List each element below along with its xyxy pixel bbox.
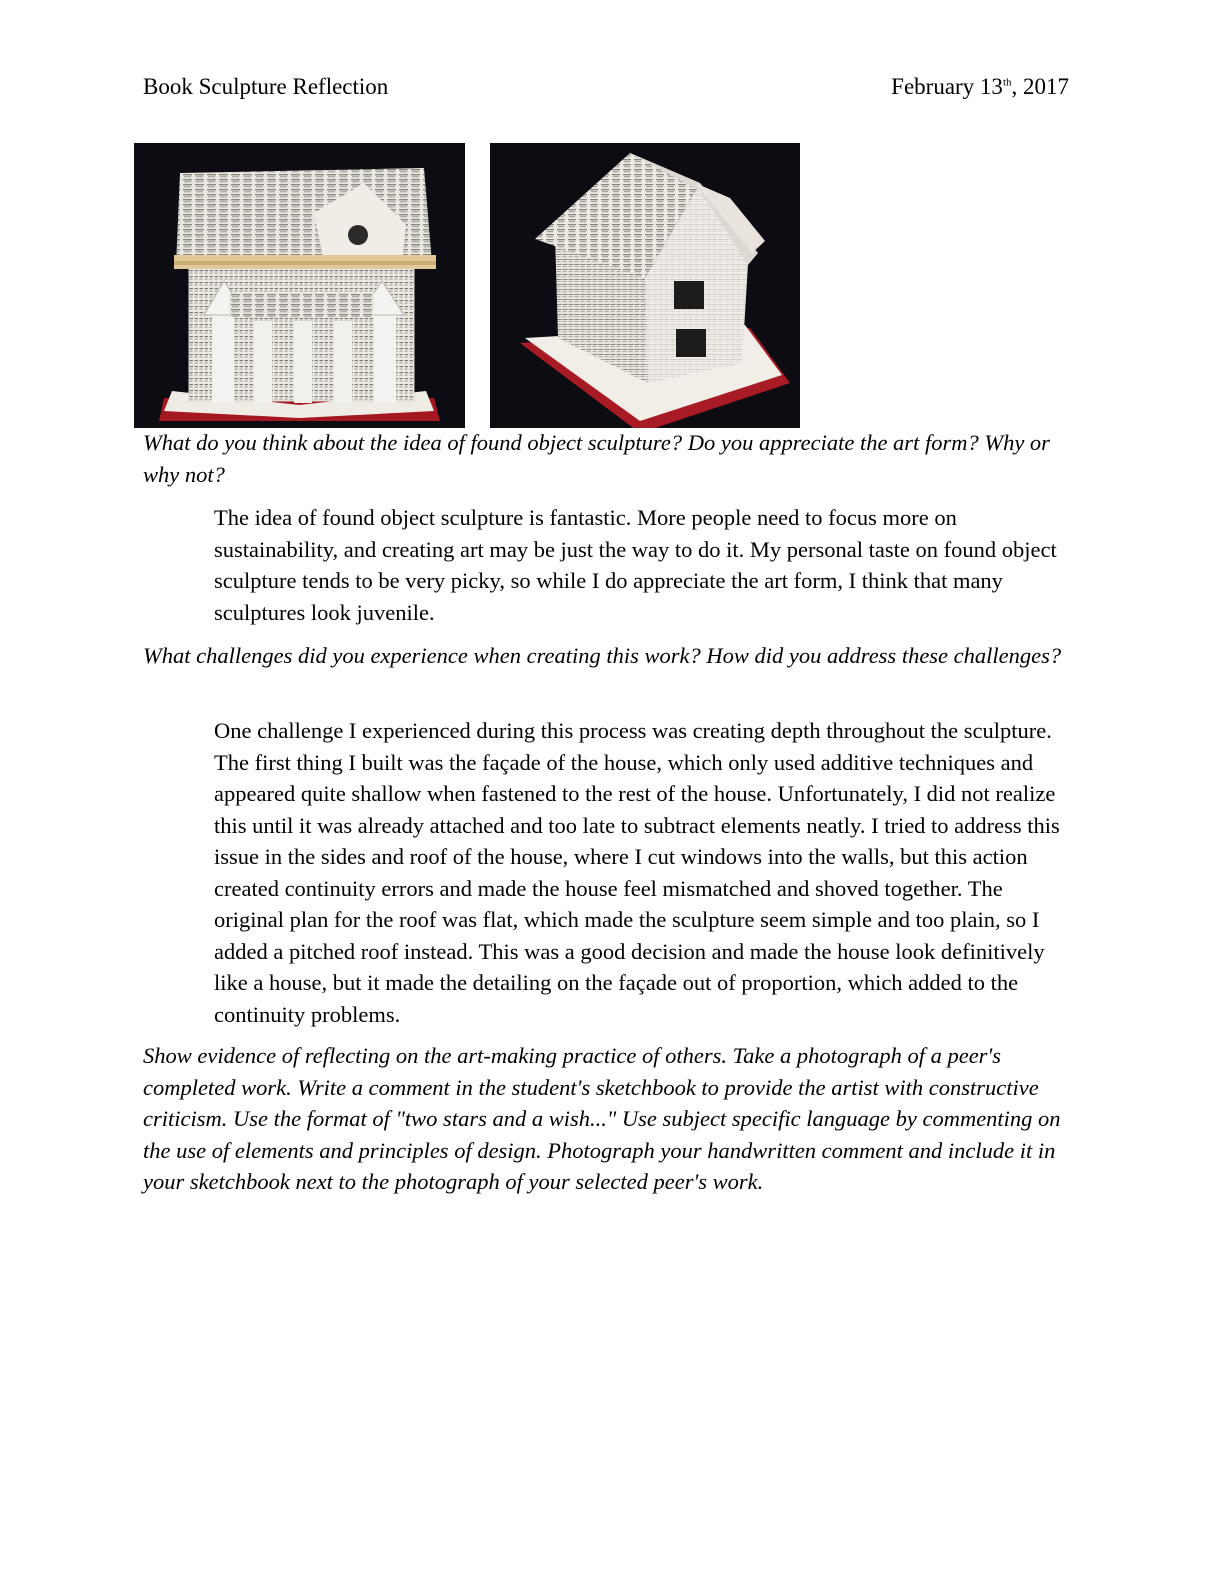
sculpture-side-image <box>490 143 800 428</box>
date-year: , 2017 <box>1011 74 1069 99</box>
sculpture-side-photo <box>490 143 800 428</box>
sculpture-front-image <box>134 143 465 428</box>
question-2: What challenges did you experience when creating this work? How did you address these challenges? <box>143 643 1062 668</box>
document-date <box>891 72 1069 102</box>
document-title: Book Sculpture Reflection <box>143 74 389 99</box>
question-3: Show evidence of reflecting on the art-making practice of others. Take a photograph of a peer's completed work. Write a comment in the student's sketchbook to provide the artist with constructive criticism. Use the format of "two stars and a wish..." Use subject specific language by commenting on the use of elements and principles of design. Photograph your handwritten comment and include it in your sketchbook next to the photograph of your selected peer's work. <box>143 1043 1061 1194</box>
answer-1: The idea of found object sculpture is fantastic. More people need to focus more on sustainability, and creating art may be just the way to do it. My personal taste on found object sculpture tends to be very picky, so while I do appreciate the art form, I think that many sculptures look juvenile. <box>214 505 1057 625</box>
date-ordinal-suffix: th <box>1002 76 1012 89</box>
sculpture-front-photo <box>134 143 465 428</box>
date-month-day: February 13 <box>891 74 1003 99</box>
answer-2: One challenge I experienced during this process was creating depth throughout the sculpture. The first thing I built was the façade of the house, which only used additive techniques and appeared quite shallow when fastened to the rest of the house. Unfortunately, I did not realize this until it was already attached and too late to subtract elements neatly. I tried to address this issue in the sides and roof of the house, where I cut windows into the walls, but this action created continuity errors and made the house feel mismatched and shoved together. The original plan for the roof was flat, which made the sculpture seem simple and too plain, so I added a pitched roof instead. This was a good decision and made the house look definitively like a house, but it made the detailing on the façade out of proportion, which added to the continuity problems. <box>214 718 1060 1027</box>
question-1: What do you think about the idea of found object sculpture? Do you appreciate the art form? Why or why not? <box>143 430 1050 487</box>
